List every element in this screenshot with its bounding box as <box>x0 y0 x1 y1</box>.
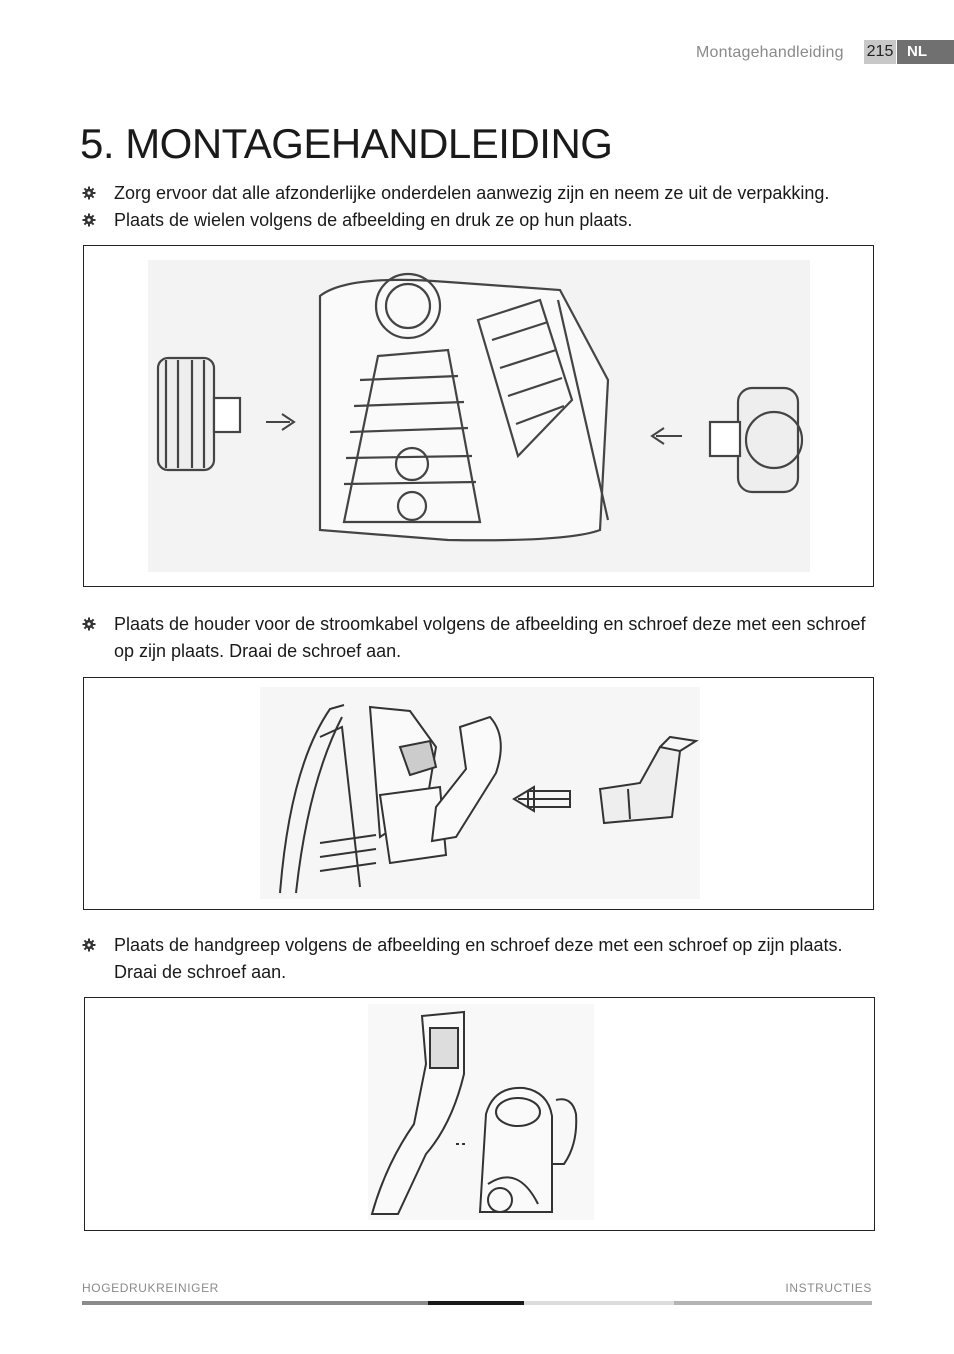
wheels-illustration <box>148 260 810 572</box>
page-title: 5. MONTAGEHANDLEIDING <box>80 120 613 167</box>
handle-illustration <box>368 1004 594 1220</box>
figure-wheels <box>83 245 874 587</box>
bullet-gear-icon <box>82 938 96 952</box>
bullet-text: Plaats de houder voor de stroomkabel volgens de afbeelding en schroef deze met een schroef op zijn plaats. Draai de schroef aan. <box>114 614 866 661</box>
bullet-gear-icon <box>82 186 96 200</box>
bullet-text: Plaats de handgreep volgens de afbeelding en schroef deze met een schroef op zijn plaats. Draai de schroef aan. <box>114 935 843 982</box>
bullet-text: Plaats de wielen volgens de afbeelding en druk ze op hun plaats. <box>114 210 633 230</box>
bullet-item <box>80 932 870 986</box>
bullet-item <box>80 207 870 234</box>
footer-bar-segment <box>524 1301 674 1305</box>
cable-holder-illustration <box>260 687 700 899</box>
bullet-text: Zorg ervoor dat alle afzonderlijke onderdelen aanwezig zijn en neem ze uit de verpakking. <box>114 183 830 203</box>
header-section-title: Montagehandleiding <box>696 44 844 61</box>
language-tab: NL <box>897 40 954 64</box>
footer-right-label: INSTRUCTIES <box>785 1281 872 1295</box>
page-number: 215 <box>864 40 896 64</box>
bullet-item <box>80 611 870 665</box>
bullet-gear-icon <box>82 213 96 227</box>
figure-cable-holder <box>83 677 874 910</box>
footer-bar-segment <box>674 1301 872 1305</box>
footer-left-label: HOGEDRUKREINIGER <box>82 1281 219 1295</box>
bullet-item <box>80 180 870 207</box>
figure-handle <box>84 997 875 1231</box>
footer-bar-segment <box>82 1301 428 1305</box>
footer-bar-segment <box>428 1301 524 1305</box>
bullet-gear-icon <box>82 617 96 631</box>
